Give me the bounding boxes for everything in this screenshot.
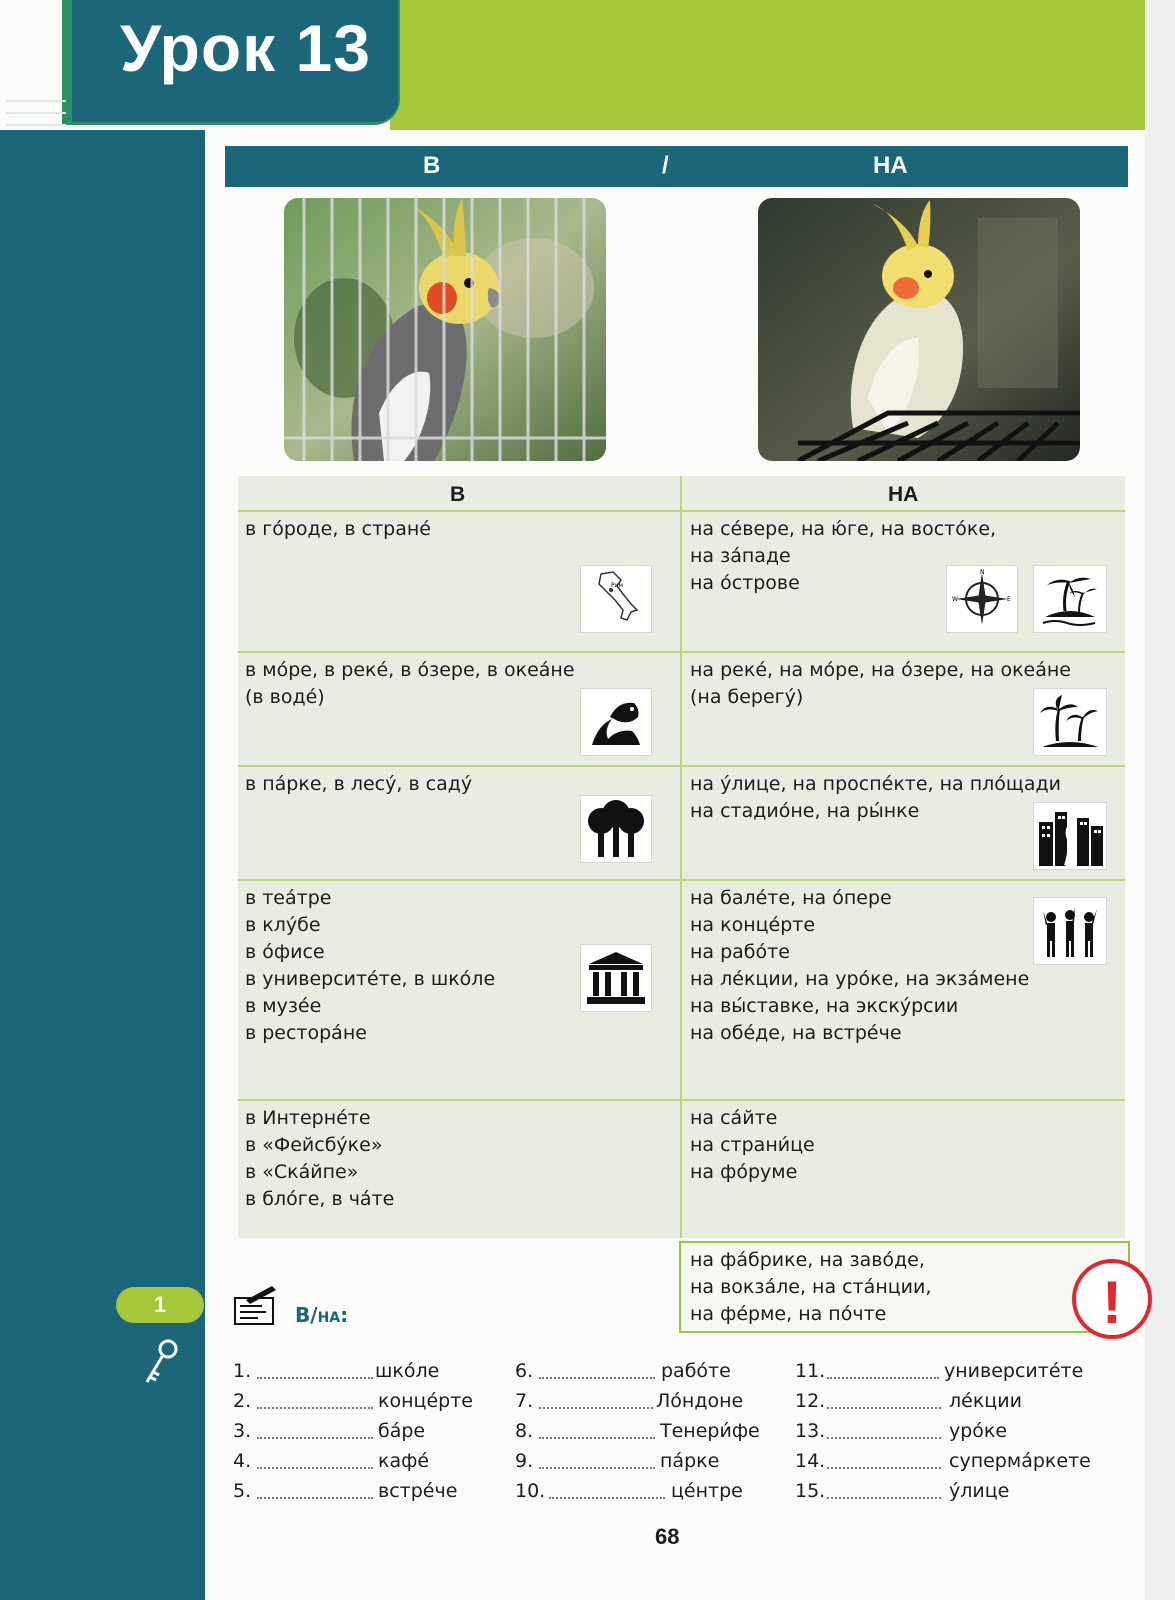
answer-blank[interactable] [539,1437,655,1439]
people-gesture-icon [1033,897,1107,965]
answer-blank[interactable] [827,1467,941,1469]
column-header-v: В [450,483,466,506]
table-cell-na: на сáйте на страни́це на фóруме [690,1107,815,1183]
page-edge [1145,0,1175,1600]
page-stack-line [6,124,66,126]
answer-blank[interactable] [539,1377,655,1379]
exercise-item: 9. пáрке [515,1450,720,1472]
table-cell-na: на сéвере, на ю́ге, на востóке, на зáпаде на óстрове [690,518,997,594]
exclamation-icon: ! [1072,1259,1152,1339]
table-cell-na: на у́лице, на проспéкте, на плóщади на стадиóне, на ры́нке [690,773,1061,822]
table-cell-v: в Интернéте в «Фейсбу́ке» в «Скáйпе» в блóге, в чáте [245,1107,395,1210]
answer-blank[interactable] [549,1497,665,1499]
header-band [390,0,1145,130]
exercise-item: 8. Тенери́фе [515,1420,760,1442]
city-road-icon [1033,802,1107,870]
answer-blank[interactable] [827,1497,941,1499]
table-cell-na: на рекé, на мóре, на óзере, на океáне (на берегу́) [690,659,1071,708]
answer-blank[interactable] [827,1407,941,1409]
page-stack-line [6,112,66,114]
page-stack-line [6,100,66,102]
compass-icon [946,565,1018,633]
banner-separator: / [662,152,669,179]
theatre-building-icon [580,944,652,1012]
column-header-na: НА [888,483,919,506]
palm-trees-icon [1033,688,1107,756]
answer-blank[interactable] [827,1377,939,1379]
fish-wave-icon [580,688,652,756]
exercise-item: 7. Лóндоне [515,1390,744,1412]
map-icon [580,565,652,633]
answer-blank[interactable] [539,1407,653,1409]
exercise-item: 6. рабóте [515,1360,731,1382]
svg-text:E: E [1007,596,1011,603]
answer-blank[interactable] [257,1467,373,1469]
svg-text:W: W [952,596,958,603]
svg-text:Рим: Рим [611,582,624,589]
answer-blank[interactable] [257,1497,373,1499]
answer-blank[interactable] [257,1407,373,1409]
exercise-item: 11. университéте [795,1360,1084,1382]
pencil-notebook-icon [232,1284,278,1330]
exercise-item: 1. шкóле [233,1360,440,1382]
exercise-item: 10. цéнтре [515,1480,743,1502]
answer-blank[interactable] [257,1437,373,1439]
svg-text:N: N [980,569,985,576]
table-cell-v: в теáтре в клу́бе в óфисе в университéте, в шкóле в музéе в ресторáне [245,887,496,1044]
page-number: 68 [655,1524,680,1549]
island-icon [1033,565,1107,633]
table-cell-v: в гóроде, в странé [245,518,432,540]
table-column-divider [680,476,682,1238]
exercise-item: 12. лéкции [795,1390,1022,1412]
answer-blank[interactable] [827,1437,941,1439]
exercise-item: 3. бáре [233,1420,426,1442]
exercise-item: 13. урóке [795,1420,1008,1442]
page-title: Урок 13 [120,11,371,85]
exercise-title: В/НА: [295,1303,349,1327]
answer-blank[interactable] [257,1377,373,1379]
table-cell-v: в пáрке, в лесу́, в саду́ [245,773,473,795]
table-cell-v: в мóре, в рекé, в óзере, в океáне (в водé) [245,659,575,708]
exercise-item: 5. встрéче [233,1480,458,1502]
photo-parrot-on-cage [758,198,1080,461]
exercise-item: 2. концéрте [233,1390,473,1412]
exercise-item: 15. у́лице [795,1480,1010,1502]
trees-icon [580,795,652,863]
answer-blank[interactable] [539,1467,655,1469]
exercise-number-badge: 1 [116,1287,204,1323]
banner-right-label: НА [873,152,908,179]
exercise-item: 14. супермáркете [795,1450,1091,1472]
section-banner [225,146,1128,187]
banner-left-label: В [423,152,441,179]
table-cell-na: на балéте, на óпере на концéрте на рабóте на лéкции, на урóке, на экзáмене на вы́ставке, на экску́рсии на обéде, на встрéче [690,887,1030,1044]
exercise-item: 4. кафé [233,1450,430,1472]
exceptions-note: на фáбрике, на завóде, на вокзáле, на стáнции, на фéрме, на пóчте [679,1241,1130,1333]
photo-parrot-in-cage [284,198,606,461]
key-icon [141,1338,181,1390]
